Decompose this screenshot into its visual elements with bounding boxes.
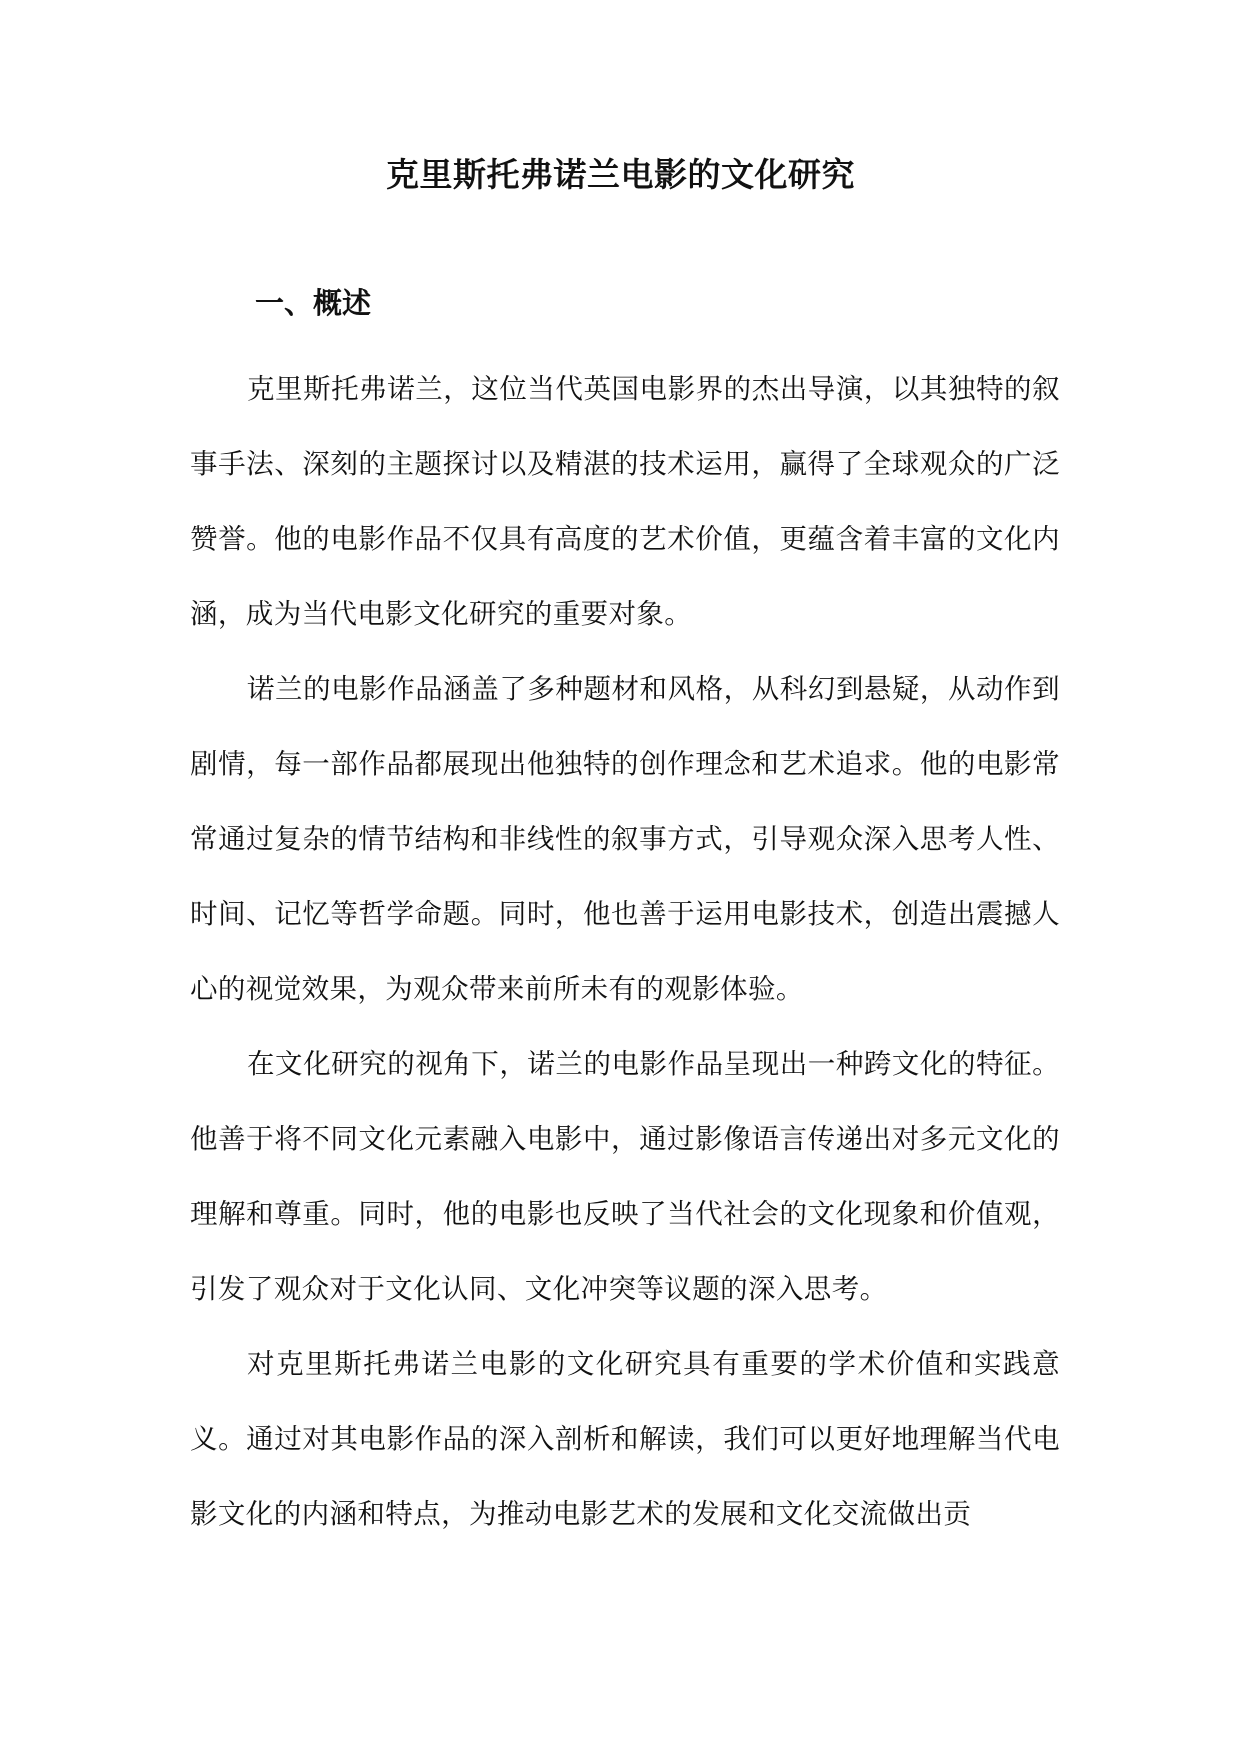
section-heading-overview: 一、概述: [255, 286, 372, 320]
document-title: 克里斯托弗诺兰电影的文化研究: [386, 155, 855, 194]
paragraph: 在文化研究的视角下，诺兰的电影作品呈现出一种跨文化的特征。他善于将不同文化元素融入电影中，通过影像语言传递出对多元文化的理解和尊重。同时，他的电影也反映了当代社会的文化现象和价值观，引发了观众对于文化认同、文化冲突等议题的深入思考。: [190, 1048, 1060, 1305]
paragraph: 诺兰的电影作品涵盖了多种题材和风格，从科幻到悬疑，从动作到剧情，每一部作品都展现出他独特的创作理念和艺术追求。他的电影常常通过复杂的情节结构和非线性的叙事方式，引导观众深入思考人性、时间、记忆等哲学命题。同时，他也善于运用电影技术，创造出震撼人心的视觉效果，为观众带来前所未有的观影体验。: [190, 673, 1060, 1005]
paragraph: 对克里斯托弗诺兰电影的文化研究具有重要的学术价值和实践意义。通过对其电影作品的深入剖析和解读，我们可以更好地理解当代电影文化的内涵和特点，为推动电影艺术的发展和文化交流做出贡: [190, 1348, 1060, 1530]
paragraph: 克里斯托弗诺兰，这位当代英国电影界的杰出导演，以其独特的叙事手法、深刻的主题探讨以及精湛的技术运用，赢得了全球观众的广泛赞誉。他的电影作品不仅具有高度的艺术价值，更蕴含着丰富的文化内涵，成为当代电影文化研究的重要对象。: [190, 373, 1060, 630]
